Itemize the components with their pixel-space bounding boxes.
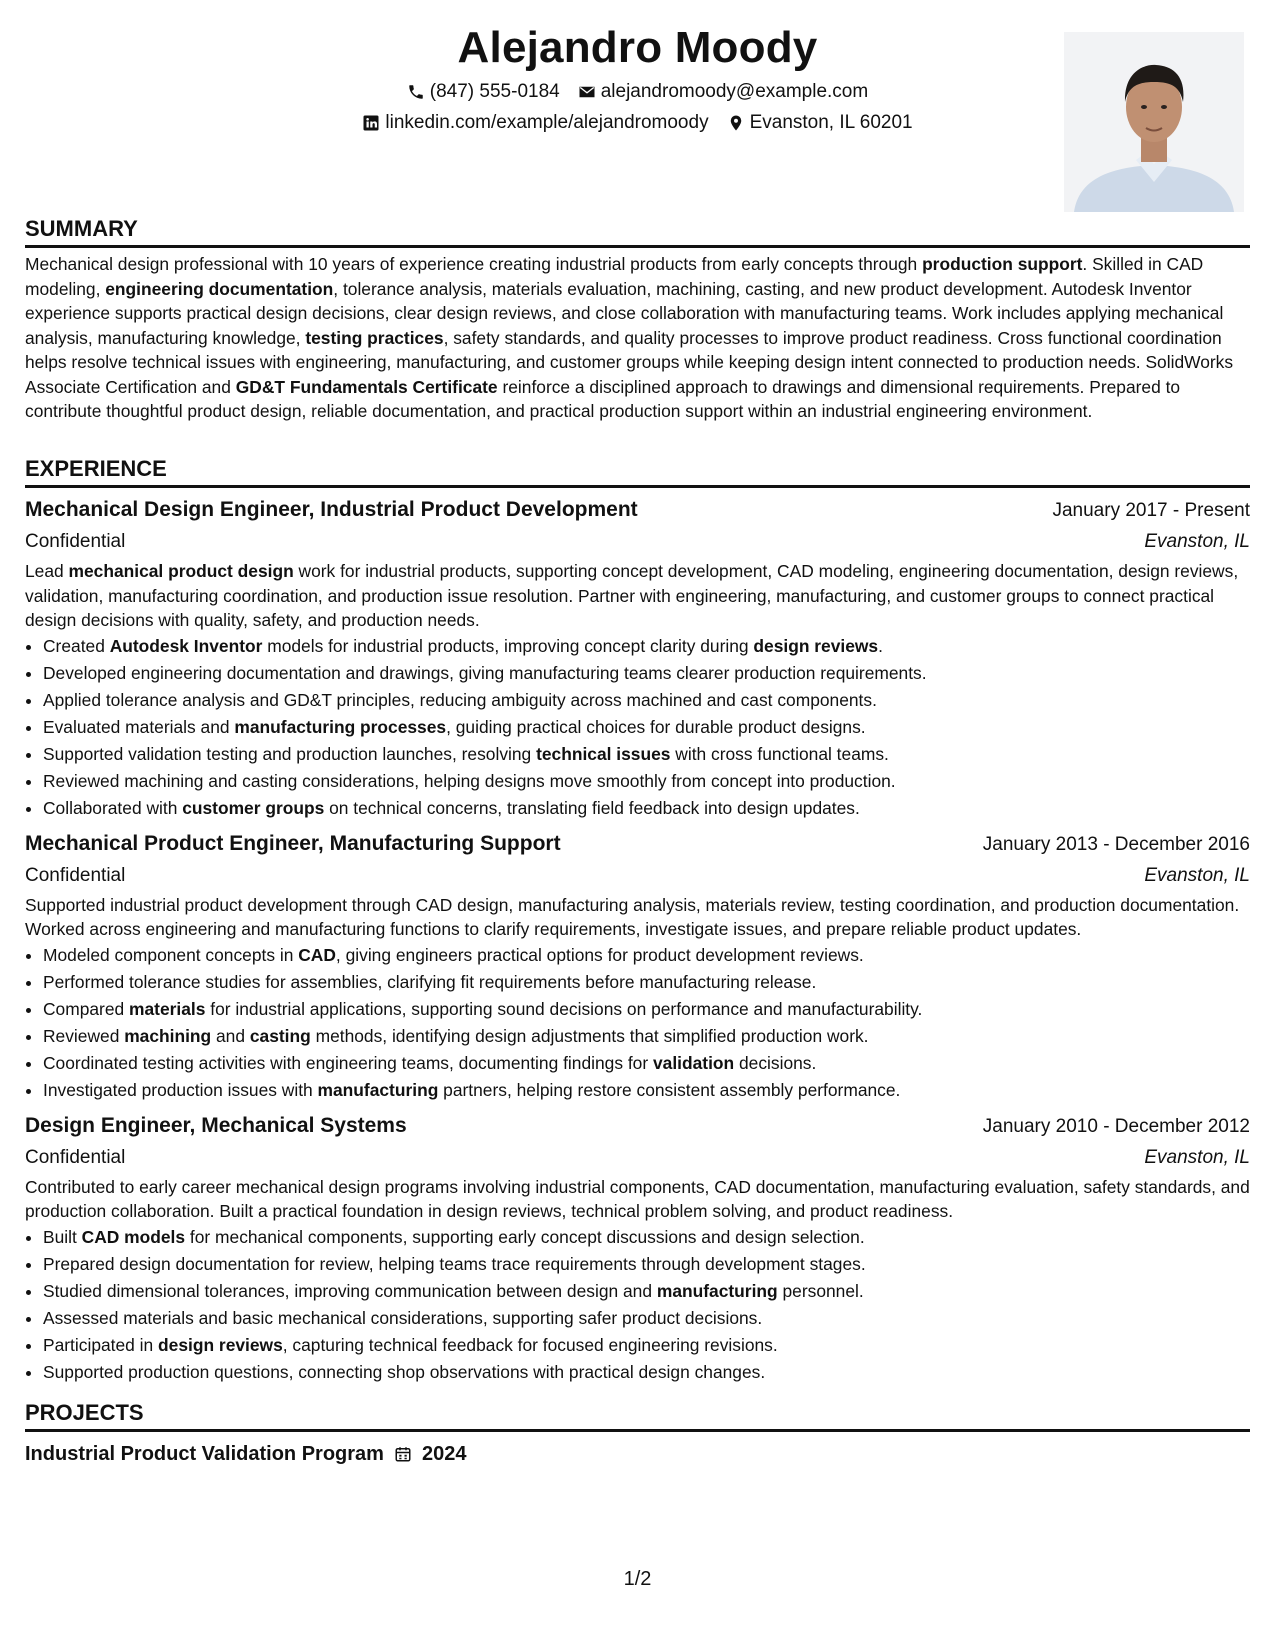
portrait-image [1064,32,1244,212]
job-dates: January 2010 - December 2012 [982,1115,1250,1137]
bold-keyword: technical issues [536,743,671,764]
bold-keyword: mechanical product design [68,561,294,581]
list-item: • Studied dimensional tolerances, improving communication between design and manufacturing personnel. [43,1278,1250,1305]
job-dates: January 2013 - December 2016 [982,833,1250,855]
bold-keyword: customer groups [182,797,325,818]
bold-keyword: CAD [298,944,336,965]
location-contact [727,107,913,138]
email-text: alejandromoody@example.com [600,81,869,102]
job-title: Mechanical Product Engineer, Manufacturing Support [25,831,561,855]
list-item: • Investigated production issues with manufacturing partners, helping restore consistent assembly performance. [43,1077,1250,1104]
job-summary: Lead mechanical product design work for industrial products, supporting concept development, CAD modeling, engineering documentation, design reviews, validation, manufacturing coordination, and production issue resolution. Partner with engineering, manufacturing, and customer groups to connect practical design decisions with quality, safety, and production needs. [25,561,1239,630]
experience-heading: EXPERIENCE [25,454,1250,488]
list-item: • Reviewed machining and casting considerations, helping designs move smoothly from concept into production. [43,768,1250,795]
job-company: Confidential [25,864,126,886]
bold-keyword: production support [922,254,1083,274]
phone-icon [407,83,425,101]
list-item: • Coordinated testing activities with engineering teams, documenting findings for validation decisions. [43,1050,1250,1077]
bold-keyword: Autodesk Inventor [109,635,263,656]
job-entry [25,1110,1250,1386]
job-title: Mechanical Design Engineer, Industrial Product Development [25,498,638,521]
project-name: Industrial Product Validation Program [25,1443,384,1465]
bold-keyword: manufacturing [656,1280,778,1301]
bold-keyword: manufacturing [317,1079,439,1100]
bold-keyword: design reviews [753,635,879,656]
phone-text: (847) 555-0184 [429,81,560,102]
project-item [25,1436,1250,1472]
resume-page [25,0,1250,1650]
list-item: • Supported production questions, connecting shop observations with practical design changes. [43,1359,1250,1386]
list-item: • Participated in design reviews, capturing technical feedback for focused engineering revisions. [43,1332,1250,1359]
job-entry [25,494,1250,822]
projects-heading: PROJECTS [25,1398,1250,1432]
bold-keyword: manufacturing processes [234,716,447,737]
list-item: • Reviewed machining and casting methods, identifying design adjustments that simplified production work. [43,1023,1250,1050]
summary-heading: SUMMARY [25,214,1250,248]
bold-keyword: testing practices [305,327,444,348]
list-item: • Evaluated materials and manufacturing processes, guiding practical choices for durable product designs. [43,714,1250,741]
list-item: • Prepared design documentation for review, helping teams trace requirements through development stages. [43,1251,1250,1278]
candidate-name: Alejandro Moody [457,23,818,72]
job-company: Confidential [25,1146,126,1168]
job-location: Evanston, IL [1144,864,1250,886]
job-location: Evanston, IL [1144,531,1250,552]
calendar-icon [394,1445,412,1463]
job-bullets [25,633,1250,822]
bold-keyword: design reviews [158,1334,283,1355]
job-title: Design Engineer, Mechanical Systems [25,1113,407,1137]
job-summary: Supported industrial product development through CAD design, manufacturing analysis, materials review, testing coordination, and production documentation. Worked across engineering and manufacturing functions to clarify requirements, investigate issues, and prepare reliable product updates. [25,894,1240,939]
job-summary: Contributed to early career mechanical design programs involving industrial components, CAD documentation, manufacturing evaluation, safety standards, and production collaboration. Built a practical foundation in design reviews, technical problem solving, and product readiness. [25,1176,1250,1221]
list-item: • Performed tolerance studies for assemblies, clarifying fit requirements before manufacturing release. [43,969,1250,996]
projects-section [25,1398,1250,1472]
page-number: 1/2 [623,1568,652,1590]
job-location: Evanston, IL [1144,1146,1250,1168]
list-item: • Assessed materials and basic mechanical considerations, supporting safer product decisions. [43,1305,1250,1332]
bold-keyword: GD&T Fundamentals Certificate [235,376,498,397]
linkedin-icon [362,114,380,132]
job-dates: January 2017 - Present [1052,500,1250,521]
location-text: Evanston, IL 60201 [749,112,913,133]
bold-keyword: materials [129,998,206,1019]
list-item: • Created Autodesk Inventor models for industrial products, improving concept clarity during design reviews. [43,633,1250,660]
bold-keyword: machining [124,1025,212,1046]
profile-photo [1064,32,1244,212]
envelope-icon [578,83,596,101]
bold-keyword: validation [652,1052,735,1073]
linkedin-contact[interactable] [362,107,708,138]
email-contact[interactable] [578,76,868,107]
list-item: • Built CAD models for mechanical components, supporting early concept discussions and design selection. [43,1224,1250,1251]
list-item: • Collaborated with customer groups on technical concerns, translating field feedback into design updates. [43,795,1250,822]
map-pin-icon [727,114,745,132]
experience-section [25,454,1250,1386]
list-item: • Applied tolerance analysis and GD&T principles, reducing ambiguity across machined and cast components. [43,687,1250,714]
list-item: • Developed engineering documentation and drawings, giving manufacturing teams clearer production requirements. [43,660,1250,687]
list-item: • Compared materials for industrial applications, supporting sound decisions on performance and manufacturability. [43,996,1250,1023]
list-item: • Modeled component concepts in CAD, giving engineers practical options for product development reviews. [43,942,1250,969]
linkedin-text: linkedin.com/example/alejandromoody [385,112,709,133]
summary-text: Mechanical design professional with 10 years of experience creating industrial products from early concepts through production support. Skilled in CAD modeling, engineering documentation, tolerance analysis, materials evaluation, machining, casting, and new product development. Autodesk Inventor experience supports practical design decisions, clear design reviews, and close collaboration with manufacturing teams. Work includes applying mechanical analysis, manufacturing knowledge, testing practices, safety standards, and quality processes to improve product readiness. Cross functional coordination helps resolve technical issues with engineering, manufacturing, and customer groups while keeping design intent connected to production needs. SolidWorks Associate Certification and GD&T Fundamentals Certificate reinforce a disciplined approach to drawings and dimensional requirements. Prepared to contribute thoughtful product design, reliable documentation, and practical production support within an industrial engineering environment. [25,254,1234,421]
job-entry [25,828,1250,1104]
job-bullets [25,1224,1250,1386]
list-item: • Supported validation testing and production launches, resolving technical issues with cross functional teams. [43,741,1250,768]
bold-keyword: casting [249,1025,311,1046]
bold-keyword: CAD models [81,1226,186,1247]
job-company: Confidential [25,531,126,552]
job-bullets [25,942,1250,1104]
phone-contact[interactable] [407,76,560,107]
project-year: 2024 [421,1443,467,1465]
bold-keyword: engineering documentation [105,278,334,299]
summary-section [25,214,1250,424]
